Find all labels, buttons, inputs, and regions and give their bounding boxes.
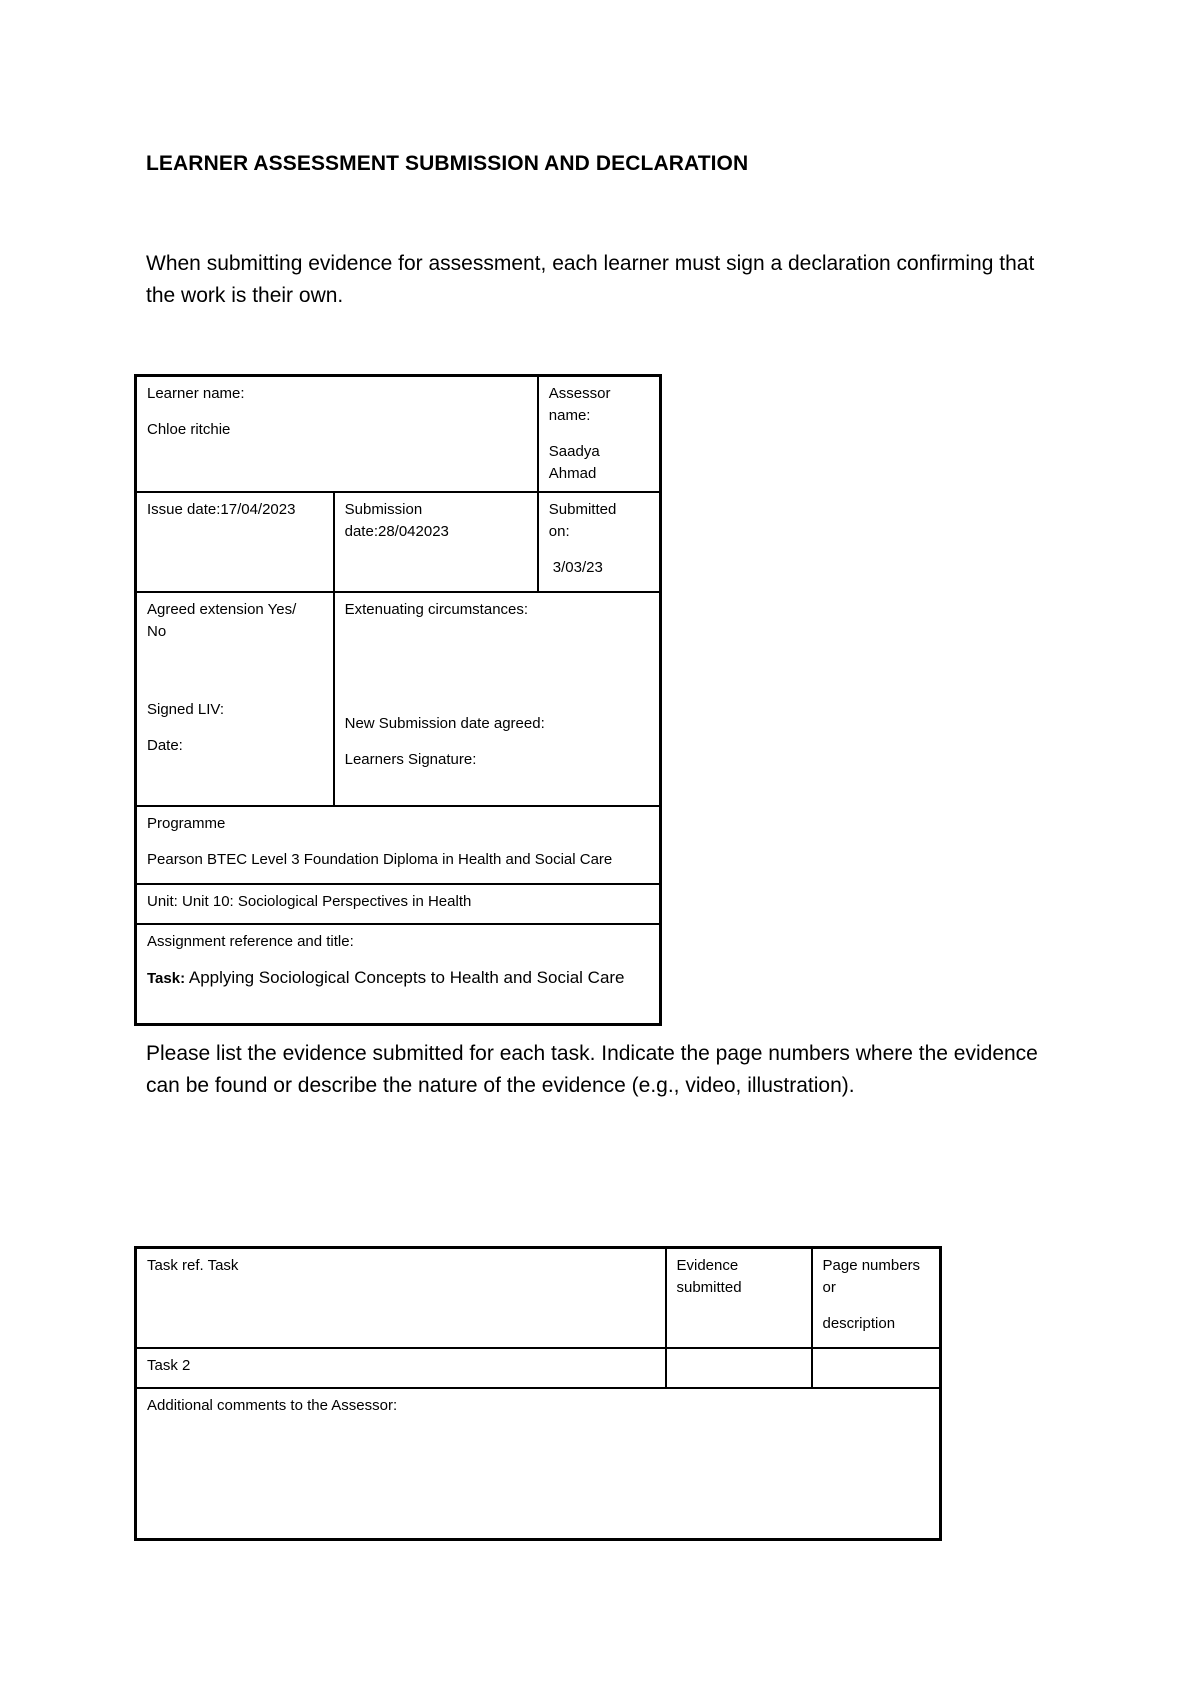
agreed-extension-cell — [136, 592, 334, 806]
task-row-cell — [136, 1348, 666, 1388]
extenuating-cell — [334, 592, 661, 806]
evidence-instructions: Please list the evidence submitted for each task. Indicate the page numbers where the evidence can be found or describe the nature of the evidence (e.g., video, illustration). — [146, 1042, 1038, 1097]
unit-value: Unit: Unit 10: Sociological Perspectives in Health — [147, 893, 472, 910]
new-submission-date-label: New Submission date agreed: — [344, 715, 545, 732]
programme-value: Pearson BTEC Level 3 Foundation Diploma in Health and Social Care — [147, 851, 613, 868]
header-pages-1: Page numbers — [822, 1257, 921, 1274]
header-evidence-2: submitted — [676, 1279, 742, 1296]
header-pages-3: description — [822, 1315, 896, 1332]
submission-date-value: date:28/042023 — [344, 523, 449, 540]
intro-paragraph: When submitting evidence for assessment, each learner must sign a declaration confirming that the work is their own. — [146, 252, 1035, 307]
assignment-task-line — [147, 967, 649, 990]
agreed-extension-label-1: Agreed extension Yes/ — [147, 601, 297, 618]
signed-liv-label: Signed LIV: — [147, 701, 224, 718]
submission-date-cell — [334, 492, 538, 592]
evidence-table — [134, 1246, 942, 1541]
submission-date-label: Submission — [344, 501, 423, 518]
assessor-name-label: Assessor name: — [548, 385, 611, 424]
header-evidence-cell — [666, 1248, 812, 1348]
date-label: Date: — [147, 737, 183, 754]
issue-date: Issue date:17/04/2023 — [147, 501, 296, 518]
issue-date-cell — [136, 492, 334, 592]
header-evidence-1: Evidence — [676, 1257, 739, 1274]
submitted-on-label-1: Submitted — [548, 501, 617, 518]
submitted-on-value: 3/03/23 — [552, 559, 603, 576]
learner-name-cell — [136, 376, 538, 493]
extenuating-label: Extenuating circumstances: — [344, 601, 529, 618]
header-pages-cell — [812, 1248, 941, 1348]
submitted-on-label-2: on: — [548, 523, 570, 540]
header-task: Task ref. Task — [147, 1257, 239, 1274]
comments-label: Additional comments to the Assessor: — [147, 1396, 398, 1414]
task-row-pages-cell[interactable] — [812, 1348, 941, 1388]
task-row-label: Task 2 — [147, 1356, 191, 1374]
programme-cell — [136, 806, 661, 884]
document-title: LEARNER ASSESSMENT SUBMISSION AND DECLARATION — [146, 152, 749, 175]
comments-cell[interactable] — [136, 1388, 941, 1540]
task-row-evidence-cell[interactable] — [666, 1348, 812, 1388]
header-task-cell — [136, 1248, 666, 1348]
submitted-on-cell — [538, 492, 661, 592]
assignment-cell — [136, 924, 661, 1024]
task-label: Task: — [147, 970, 186, 987]
task-title: Applying Sociological Concepts to Health and Social Care — [188, 968, 625, 987]
unit-cell — [136, 884, 661, 924]
assignment-label: Assignment reference and title: — [147, 933, 354, 950]
programme-label: Programme — [147, 815, 226, 832]
header-pages-2: or — [822, 1279, 836, 1296]
learners-signature-label: Learners Signature: — [344, 751, 477, 768]
learner-name-value: Chloe ritchie — [147, 421, 231, 438]
submission-details-table — [134, 374, 662, 1026]
assessor-name-cell — [538, 376, 661, 493]
learner-name-label: Learner name: — [147, 385, 245, 402]
assessor-name-value: Saadya Ahmad — [548, 443, 600, 482]
agreed-extension-label-2: No — [147, 623, 167, 640]
